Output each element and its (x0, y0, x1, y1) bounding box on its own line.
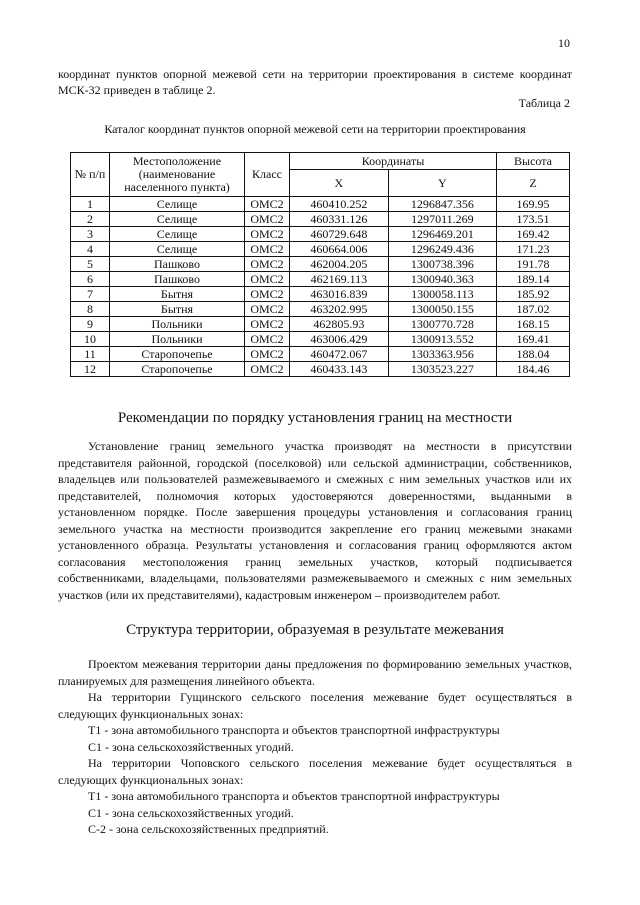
cell-z: 187.02 (497, 302, 570, 317)
cell-num: 2 (71, 212, 110, 227)
header-y: Y (388, 170, 496, 197)
header-class: Класс (245, 153, 290, 197)
zone-item: С1 - зона сельскохозяйственных угодий. (88, 805, 294, 820)
cell-z: 189.14 (497, 272, 570, 287)
structure-paragraph-2: На территории Гущинского сельского поселения межевание будет осуществляться в следующих функциональных зонах: (58, 690, 572, 721)
cell-class: ОМС2 (245, 287, 290, 302)
table-row (71, 362, 570, 377)
cell-x: 460472.067 (290, 347, 389, 362)
zone-item: Т1 - зона автомобильного транспорта и объектов транспортной инфраструктуры (88, 789, 500, 803)
cell-x: 462805.93 (290, 317, 389, 332)
cell-class: ОМС2 (245, 332, 290, 347)
cell-x: 460664.006 (290, 242, 389, 257)
cell-z: 185.92 (497, 287, 570, 302)
header-num: № п/п (71, 153, 110, 197)
cell-y: 1300738.396 (388, 257, 496, 272)
cell-class: ОМС2 (245, 272, 290, 287)
table-body (71, 197, 570, 377)
cell-class: ОМС2 (245, 317, 290, 332)
table-row (71, 272, 570, 287)
cell-location: Селище (110, 227, 245, 242)
table-row (71, 317, 570, 332)
cell-num: 8 (71, 302, 110, 317)
cell-location: Пашково (110, 272, 245, 287)
cell-location: Старопочепье (110, 347, 245, 362)
cell-y: 1300770.728 (388, 317, 496, 332)
table-row (71, 347, 570, 362)
cell-num: 5 (71, 257, 110, 272)
table-row (71, 332, 570, 347)
table-row (71, 242, 570, 257)
cell-location: Селище (110, 242, 245, 257)
cell-class: ОМС2 (245, 362, 290, 377)
cell-num: 1 (71, 197, 110, 212)
header-location: Местоположение (наименование населенного пункта) (110, 153, 245, 197)
zone-item: Т1 - зона автомобильного транспорта и объектов транспортной инфраструктуры (88, 723, 500, 737)
cell-num: 10 (71, 332, 110, 347)
header-height: Высота (497, 153, 570, 170)
cell-location: Польники (110, 317, 245, 332)
section-title-recommendations: Рекомендации по порядку установления границ на местности (117, 410, 513, 426)
cell-num: 11 (71, 347, 110, 362)
table-row (71, 287, 570, 302)
structure-paragraph-1: Проектом межевания территории даны предложения по формированию земельных участков, планируемых для размещения линейного объекта. (58, 657, 572, 688)
cell-location: Селище (110, 197, 245, 212)
cell-x: 462169.113 (290, 272, 389, 287)
page-number: 10 (558, 36, 570, 50)
cell-y: 1303363.956 (388, 347, 496, 362)
cell-class: ОМС2 (245, 197, 290, 212)
coordinates-table (70, 152, 570, 377)
cell-num: 6 (71, 272, 110, 287)
cell-class: ОМС2 (245, 212, 290, 227)
cell-y: 1296847.356 (388, 197, 496, 212)
table-row (71, 197, 570, 212)
cell-x: 463006.429 (290, 332, 389, 347)
cell-y: 1296249.436 (388, 242, 496, 257)
cell-num: 12 (71, 362, 110, 377)
intro-paragraph: координат пунктов опорной межевой сети на территории проектирования в системе координат МСК-32 приведен в таблице 2. (58, 67, 572, 97)
table-row (71, 257, 570, 272)
cell-location: Пашково (110, 257, 245, 272)
cell-class: ОМС2 (245, 242, 290, 257)
cell-z: 168.15 (497, 317, 570, 332)
cell-class: ОМС2 (245, 347, 290, 362)
zone-item: С1 - зона сельскохозяйственных угодий. (88, 739, 294, 754)
table-row (71, 302, 570, 317)
cell-z: 191.78 (497, 257, 570, 272)
cell-x: 463016.839 (290, 287, 389, 302)
cell-z: 188.04 (497, 347, 570, 362)
recommendations-paragraph: Установление границ земельного участка производят на местности в присутствии представителя районной, городской (поселковой) или сельской администрации, собственников, владельцев или пользователей размежевываемого и смежных с ним земельных участков или их представителей, полномочия которых удостоверяются доверенностями, выданными в установленном порядке. После завершения процедуры установления и согласования границ земельного участка на местности производится закрепление его границ межевыми знаками установленного образца. Результаты установления и согласования границ оформляются актом согласования местоположения границ земельных участков, который подписывается собственниками, владельцами, пользователями размежевываемого и смежных с ним земельных участков (или их представителями), кадастровым инженером – производителем работ. (58, 439, 572, 602)
cell-x: 460729.648 (290, 227, 389, 242)
cell-z: 173.51 (497, 212, 570, 227)
structure-paragraph-3: На территории Чоповского сельского поселения межевание будет осуществляться в следующих функциональных зонах: (58, 756, 572, 787)
structure-text (58, 656, 572, 838)
section-title-structure: Структура территории, образуемая в результате межевания (126, 622, 504, 638)
cell-z: 169.42 (497, 227, 570, 242)
cell-location: Бытня (110, 302, 245, 317)
cell-x: 460331.126 (290, 212, 389, 227)
cell-x: 460433.143 (290, 362, 389, 377)
zone-item: С-2 - зона сельскохозяйственных предприятий. (88, 822, 329, 836)
cell-y: 1297011.269 (388, 212, 496, 227)
cell-location: Старопочепье (110, 362, 245, 377)
cell-num: 7 (71, 287, 110, 302)
cell-y: 1300940.363 (388, 272, 496, 287)
header-z: Z (497, 170, 570, 197)
table-caption: Каталог координат пунктов опорной межевой сети на территории проектирования (104, 122, 526, 136)
cell-y: 1300058.113 (388, 287, 496, 302)
cell-num: 4 (71, 242, 110, 257)
cell-location: Селище (110, 212, 245, 227)
table-row (71, 212, 570, 227)
cell-num: 9 (71, 317, 110, 332)
cell-y: 1300913.552 (388, 332, 496, 347)
cell-z: 169.95 (497, 197, 570, 212)
header-coords: Координаты (290, 153, 497, 170)
table-row (71, 227, 570, 242)
cell-z: 171.23 (497, 242, 570, 257)
cell-y: 1296469.201 (388, 227, 496, 242)
cell-location: Польники (110, 332, 245, 347)
header-x: X (290, 170, 389, 197)
cell-x: 460410.252 (290, 197, 389, 212)
cell-y: 1300050.155 (388, 302, 496, 317)
cell-y: 1303523.227 (388, 362, 496, 377)
table-label: Таблица 2 (518, 96, 570, 110)
cell-x: 462004.205 (290, 257, 389, 272)
cell-z: 184.46 (497, 362, 570, 377)
cell-z: 169.41 (497, 332, 570, 347)
cell-class: ОМС2 (245, 302, 290, 317)
cell-location: Бытня (110, 287, 245, 302)
cell-num: 3 (71, 227, 110, 242)
cell-x: 463202.995 (290, 302, 389, 317)
cell-class: ОМС2 (245, 257, 290, 272)
cell-class: ОМС2 (245, 227, 290, 242)
